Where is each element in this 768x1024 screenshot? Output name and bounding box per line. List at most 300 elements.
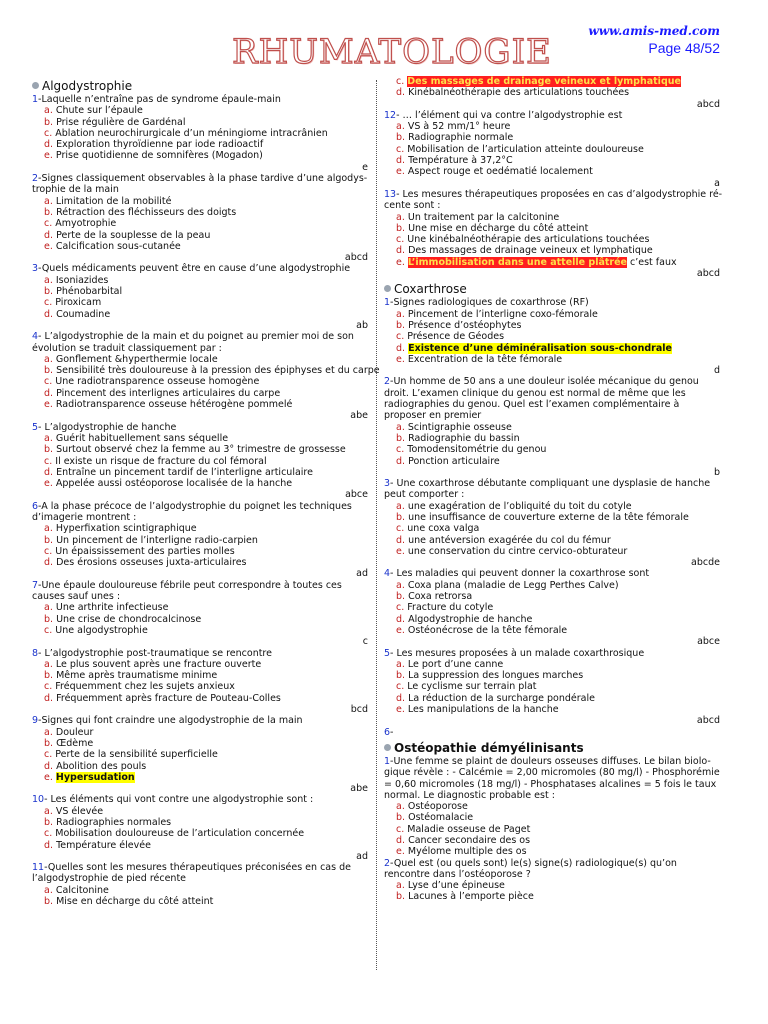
option-text: Myélome multiple des os: [407, 846, 527, 858]
question-text: [384, 297, 724, 308]
answer-option: [44, 467, 372, 478]
option-letter: b.: [396, 812, 406, 824]
answer-option: [44, 241, 372, 252]
answer-option: [396, 245, 724, 256]
answer-key: ad: [356, 850, 368, 862]
option-letter: d.: [44, 308, 54, 320]
answer-option: [44, 275, 372, 286]
question-number: 6: [384, 726, 391, 738]
option-text: Hyperfixation scintigraphique: [55, 523, 197, 535]
answer-option: [44, 614, 372, 625]
answer-option: [44, 546, 372, 557]
option-text: Abolition des pouls: [56, 760, 147, 772]
option-text: Radiographies normales: [56, 817, 172, 828]
question-text: [384, 110, 724, 121]
option-letter: b.: [44, 817, 54, 828]
option-text: VS à 52 mm/1° heure: [407, 121, 511, 133]
option-list: [32, 602, 372, 636]
option-letter: d.: [396, 87, 406, 99]
question-block: [384, 568, 724, 647]
option-text: Cancer secondaire des os: [408, 835, 531, 846]
answer-option: [44, 354, 372, 365]
question-number: 2: [32, 173, 39, 185]
option-letter: d.: [396, 835, 406, 846]
option-letter: e.: [396, 166, 405, 178]
section-title-algodystrophie: Algodystrophie: [32, 78, 372, 94]
option-text: une antéversion exagérée du col du fémur: [408, 534, 611, 546]
bullet-icon: [384, 744, 391, 751]
option-list: [32, 275, 372, 320]
question-text: [384, 568, 724, 579]
option-text: une insuffisance de couverture externe de la tête fémorale: [408, 511, 689, 523]
option-letter: a.: [396, 500, 405, 512]
option-letter: c.: [44, 545, 53, 557]
answer-key: abce: [697, 636, 720, 648]
question-number: 7: [32, 579, 39, 591]
option-letter: d.: [44, 839, 54, 851]
question-stem: -Un homme de 50 ans a une douleur isolée mécanique du genou droit. L’examen clinique du genou est normal de même que les radiographies du genou. Quel est l’examen complémentaire à proposer en premier: [384, 376, 699, 422]
question-block: [384, 376, 724, 478]
answer-option: [44, 557, 372, 568]
option-list: [32, 353, 380, 411]
option-list: [32, 196, 372, 252]
question-number: 5: [384, 647, 391, 659]
question-text: [384, 648, 724, 659]
option-text: Il existe un risque de fracture du col fémoral: [55, 455, 267, 467]
answer-option: [396, 512, 724, 523]
option-text: Appelée aussi ostéoporose localisée de la hanche: [55, 478, 293, 490]
answer-option: [396, 546, 724, 557]
answer-option: [396, 223, 724, 234]
left-column: [32, 76, 380, 908]
answer-option: [44, 681, 372, 692]
answer-option: [44, 896, 372, 907]
site-url-link[interactable]: www.amis-med.com: [588, 24, 720, 38]
option-text: Fréquemment après fracture de Pouteau-Colles: [56, 692, 281, 704]
answer-option: [396, 535, 724, 546]
question-stem: -Signes classiquement observables à la phase tardive d’une algodys-trophie de la main: [32, 173, 368, 196]
question-stem: -Quel est (ou quels sont) le(s) signe(s) radiologique(s) qu’on rencontre dans l’ostéoporose ?: [384, 857, 677, 880]
option-text: Lyse d’une épineuse: [407, 880, 505, 892]
option-letter: b.: [44, 534, 54, 546]
option-letter: b.: [44, 365, 54, 377]
answer-option: [44, 376, 372, 387]
question-block: [32, 94, 372, 173]
answer-option: [44, 806, 372, 817]
option-letter: d.: [396, 534, 406, 546]
option-text: Présence de Géodes: [407, 331, 505, 343]
question-text: [384, 858, 724, 881]
question-text: [384, 189, 724, 212]
option-text: Phénobarbital: [56, 286, 123, 298]
question-stem: - L’algodystrophie post-traumatique se rencontre: [38, 647, 272, 659]
option-letter: d.: [44, 466, 54, 478]
question-number: 4: [384, 568, 391, 580]
answer-option: [396, 309, 724, 320]
bullet-icon: [32, 82, 39, 89]
answer-key: abcd: [344, 252, 368, 264]
answer-key: ad: [356, 568, 368, 580]
answer-option: [396, 801, 724, 812]
answer-option: [44, 218, 372, 229]
question-text: [32, 173, 372, 196]
question-text: [384, 727, 724, 738]
question-block: [32, 580, 372, 648]
option-text: Ostéonécrose de la tête fémorale: [407, 624, 568, 636]
question-block: [384, 648, 724, 727]
option-letter: a.: [44, 105, 53, 117]
option-letter: d.: [44, 229, 54, 241]
answer-option: [44, 478, 372, 489]
question-stem: - Une coxarthrose débutante compliquant une dysplasie de hanche peut comporter :: [384, 478, 711, 501]
question-stem: -A la phase précoce de l’algodystrophie du poignet les techniques d’imagerie montrent :: [32, 500, 352, 523]
option-text: Les manipulations de la hanche: [407, 704, 559, 716]
answer-option: [44, 399, 372, 410]
question-stem: -: [390, 726, 394, 738]
question-block: [32, 794, 372, 862]
page-title: RHUMATOLOGIE: [232, 32, 552, 72]
option-text: Aspect rouge et oedématié localement: [407, 166, 593, 178]
question-stem: - L’algodystrophie de hanche: [38, 421, 177, 433]
answer-option: [396, 824, 724, 835]
option-letter: c.: [396, 76, 405, 87]
option-note: c’est faux: [627, 256, 677, 268]
answer-key: ab: [356, 319, 368, 331]
option-letter: b.: [44, 896, 54, 908]
answer-option: [44, 670, 372, 681]
option-list: [384, 422, 724, 467]
option-text: Surtout observé chez la femme au 3° trimestre de grossesse: [56, 444, 346, 456]
option-text: Ostéoporose: [407, 801, 468, 813]
question-block: [384, 189, 724, 279]
question-text: [32, 862, 372, 885]
option-letter: c.: [396, 523, 405, 535]
section-title-osteopathie: Ostéopathie démyélinisants: [384, 740, 724, 756]
question-number: 12: [384, 109, 397, 121]
answer-option: [396, 444, 724, 455]
answer-option: [396, 433, 724, 444]
option-letter: d.: [396, 342, 406, 354]
answer-option: [396, 132, 724, 143]
answer-option: [44, 817, 372, 828]
answer-option: [396, 144, 724, 155]
option-letter: a.: [44, 658, 53, 670]
question-block: [32, 501, 372, 580]
option-letter: a.: [396, 801, 405, 813]
option-letter: a.: [44, 884, 53, 896]
option-letter: b.: [396, 432, 406, 444]
answer-key: abcd: [696, 715, 720, 727]
option-text: Œdème: [56, 737, 94, 749]
question-text: [384, 756, 724, 801]
answer-option: [44, 761, 372, 772]
question-block: [32, 648, 372, 716]
answer-option: [396, 591, 724, 602]
question-continued: [384, 76, 724, 110]
bullet-icon: [384, 285, 391, 292]
option-text: Un pincement de l’interligne radio-carpien: [56, 534, 258, 546]
option-letter: c.: [396, 234, 405, 246]
option-list: [32, 105, 372, 161]
answer-key: a: [714, 177, 720, 189]
option-letter: d.: [396, 245, 406, 257]
option-letter: c.: [44, 681, 53, 693]
page-number: Page 48/52: [648, 40, 720, 56]
question-text: [32, 263, 372, 274]
option-letter: e.: [44, 399, 53, 411]
option-text: Une arthrite infectieuse: [55, 602, 169, 614]
option-text: Perte de la sensibilité superficielle: [55, 749, 218, 761]
option-letter: b.: [44, 206, 54, 218]
option-text: Le plus souvent après une fracture ouverte: [55, 658, 262, 670]
question-block: [32, 422, 372, 501]
option-letter: e.: [44, 150, 53, 162]
column-divider: [376, 80, 377, 970]
option-text: Exploration thyroïdienne par iode radioactif: [56, 139, 264, 151]
answer-key: abce: [345, 489, 368, 501]
option-letter: e.: [396, 846, 405, 858]
option-text: Coxa plana (maladie de Legg Perthes Calve): [407, 579, 619, 591]
question-block: [32, 715, 372, 794]
option-letter: a.: [44, 195, 53, 207]
option-text: Le port d’une canne: [407, 658, 504, 670]
option-text: une coxa valga: [407, 523, 480, 535]
question-text: [32, 501, 372, 524]
option-letter: a.: [44, 726, 53, 738]
option-letter: a.: [396, 308, 405, 320]
answer-option: [44, 772, 372, 783]
answer-option: [44, 207, 372, 218]
answer-key: e: [362, 161, 368, 173]
option-text: Excentration de la tête fémorale: [407, 353, 563, 365]
option-letter: e.: [44, 771, 53, 783]
answer-option: [396, 501, 724, 512]
question-block: [32, 173, 372, 263]
option-list: [384, 212, 724, 268]
option-text: Mobilisation douloureuse de l’articulation concernée: [55, 828, 305, 840]
option-text: Le cyclisme sur terrain plat: [407, 681, 537, 693]
answer-option: [44, 297, 372, 308]
option-text: Entraîne un pincement tardif de l’interligne articulaire: [56, 466, 313, 478]
option-list: [32, 727, 372, 783]
answer-option: [396, 76, 724, 87]
answer-key: bcd: [350, 704, 368, 716]
option-text: Rétraction des fléchisseurs des doigts: [56, 206, 237, 218]
option-text: Piroxicam: [55, 297, 102, 309]
question-block: [32, 263, 372, 331]
question-stem: - … l’élément qui va contre l’algodystrophie est: [396, 109, 623, 121]
question-number: 2: [384, 376, 391, 388]
question-block: [32, 331, 380, 422]
question-number: 6: [32, 500, 39, 512]
answer-option: [396, 580, 724, 591]
answer-option: [44, 659, 372, 670]
answer-option: [44, 625, 372, 636]
question-text: [32, 331, 372, 354]
option-letter: c.: [44, 376, 53, 388]
option-text: Amyotrophie: [55, 218, 117, 230]
option-text: Une algodystrophie: [55, 624, 148, 636]
question-number: 1: [384, 755, 391, 767]
option-letter: a.: [396, 121, 405, 133]
option-text: Hypersudation: [55, 771, 135, 783]
answer-option: [396, 87, 724, 98]
option-letter: a.: [44, 274, 53, 286]
option-text: Maladie osseuse de Paget: [407, 823, 531, 835]
right-column: [384, 76, 724, 903]
answer-option: [396, 456, 724, 467]
answer-option: [396, 320, 724, 331]
question-stem: -Quelles sont les mesures thérapeutiques préconisées en cas de l’algodystrophie de pied récente: [32, 862, 351, 885]
answer-key: abe: [350, 410, 368, 422]
question-number: 1: [384, 297, 391, 309]
option-text: Prise régulière de Gardénal: [56, 116, 186, 128]
option-letter: c.: [396, 331, 405, 343]
option-letter: c.: [396, 143, 405, 155]
option-text: Température à 37,2°C: [408, 155, 513, 167]
answer-option: [44, 117, 372, 128]
question-text: [32, 648, 372, 659]
answer-option: [396, 422, 724, 433]
option-letter: d.: [44, 760, 54, 772]
option-text: Présence d’ostéophytes: [408, 319, 522, 331]
answer-option: [44, 456, 372, 467]
option-text: Mise en décharge du côté atteint: [56, 896, 214, 908]
option-list: [384, 880, 724, 903]
answer-option: [44, 309, 372, 320]
answer-option: [44, 150, 372, 161]
question-stem: -Une femme se plaint de douleurs osseuses diffuses. Le bilan biolo-gique révèle : - Calcémie = 2,00 micromoles (80 mg/l) - Phosphorémie = 0,60 micromoles (18 mg/l) - Phosphatases alcalines = 5 fois le taux normal. Le diagnostic probable est :: [384, 755, 720, 801]
option-letter: d.: [396, 455, 406, 467]
option-letter: b.: [396, 132, 406, 144]
answer-option: [396, 343, 724, 354]
question-block: [384, 110, 724, 189]
option-text: L’immobilisation dans une attelle plâtrée: [407, 256, 627, 268]
answer-option: [44, 693, 372, 704]
option-letter: a.: [44, 432, 53, 444]
option-letter: b.: [396, 891, 406, 903]
question-list: [384, 110, 724, 279]
answer-option: [44, 885, 372, 896]
option-letter: b.: [396, 319, 406, 331]
option-text: Kinébalnéothérapie des articulations touchées: [408, 87, 630, 99]
answer-option: [44, 365, 380, 377]
option-letter: a.: [44, 353, 53, 365]
option-text: Perte de la souplesse de la peau: [56, 229, 211, 241]
option-list: [384, 76, 724, 99]
option-text: Chute sur l’épaule: [55, 105, 143, 117]
question-number: 8: [32, 647, 39, 659]
question-number: 1: [32, 94, 39, 105]
answer-option: [396, 121, 724, 132]
option-letter: c.: [44, 455, 53, 467]
option-letter: c.: [396, 681, 405, 693]
answer-key: abe: [350, 783, 368, 795]
option-text: Existence d’une déminéralisation sous-chondrale: [408, 342, 672, 354]
option-letter: d.: [44, 387, 54, 399]
option-letter: c.: [396, 823, 405, 835]
answer-option: [396, 880, 724, 891]
answer-key: abcde: [691, 557, 720, 569]
option-text: une exagération de l’obliquité du toit du cotyle: [407, 500, 632, 512]
answer-option: [44, 388, 372, 399]
option-text: une conservation du cintre cervico-obturateur: [407, 545, 628, 557]
question-block: [32, 862, 372, 907]
question-text: [32, 422, 372, 433]
option-text: VS élevée: [55, 805, 104, 817]
option-text: Fréquemment chez les sujets anxieux: [55, 681, 235, 693]
question-block: [384, 727, 724, 738]
answer-option: [396, 212, 724, 223]
question-number: 3: [32, 263, 39, 275]
question-text: [32, 715, 372, 726]
option-text: Coumadine: [56, 308, 111, 320]
option-letter: a.: [396, 880, 405, 892]
option-letter: e.: [396, 545, 405, 557]
option-list: [32, 885, 372, 908]
question-number: 9: [32, 715, 39, 727]
option-text: Des érosions osseuses juxta-articulaires: [56, 557, 247, 569]
option-letter: c.: [44, 127, 53, 139]
question-stem: - Les mesures proposées à un malade coxarthrosique: [390, 647, 645, 659]
option-letter: c.: [44, 828, 53, 840]
option-letter: a.: [44, 602, 53, 614]
option-text: Mobilisation de l’articulation atteinte douloureuse: [407, 143, 644, 155]
question-stem: -Signes radiologiques de coxarthrose (RF): [390, 297, 589, 309]
option-letter: c.: [44, 297, 53, 309]
answer-option: [44, 139, 372, 150]
answer-option: [44, 433, 372, 444]
option-letter: a.: [396, 211, 405, 223]
option-letter: d.: [396, 155, 406, 167]
answer-option: [396, 670, 724, 681]
question-text: [32, 94, 372, 105]
option-text: Fracture du cotyle: [407, 602, 494, 614]
option-letter: a.: [396, 658, 405, 670]
option-letter: c.: [44, 218, 53, 230]
question-number: 3: [384, 478, 391, 490]
option-letter: e.: [396, 704, 405, 716]
answer-option: [44, 196, 372, 207]
answer-option: [44, 523, 372, 534]
question-block: [384, 478, 724, 568]
option-text: Une crise de chondrocalcinose: [56, 613, 202, 625]
option-list: [384, 801, 724, 857]
option-letter: b.: [396, 222, 406, 234]
answer-option: [396, 835, 724, 846]
answer-option: [44, 444, 372, 455]
option-letter: e.: [396, 353, 405, 365]
question-stem: - Les éléments qui vont contre une algodystrophie sont :: [44, 794, 314, 806]
option-text: Radiotransparence osseuse hétérogène pommelé: [55, 399, 293, 411]
answer-key: b: [713, 466, 720, 478]
option-letter: d.: [44, 692, 54, 704]
option-list: [384, 309, 724, 365]
option-text: Scintigraphie osseuse: [407, 421, 512, 433]
question-number: 13: [384, 188, 397, 200]
question-number: 10: [32, 794, 45, 806]
option-letter: b.: [44, 737, 54, 749]
answer-option: [396, 846, 724, 857]
answer-option: [396, 166, 724, 177]
option-text: Coxa retrorsa: [408, 591, 473, 603]
option-letter: b.: [396, 670, 406, 682]
option-text: Algodystrophie de hanche: [408, 613, 533, 625]
option-list: [384, 121, 724, 177]
option-text: Isoniazides: [55, 274, 109, 286]
answer-key: c: [362, 636, 368, 648]
option-text: Un épaississement des parties molles: [55, 545, 235, 557]
